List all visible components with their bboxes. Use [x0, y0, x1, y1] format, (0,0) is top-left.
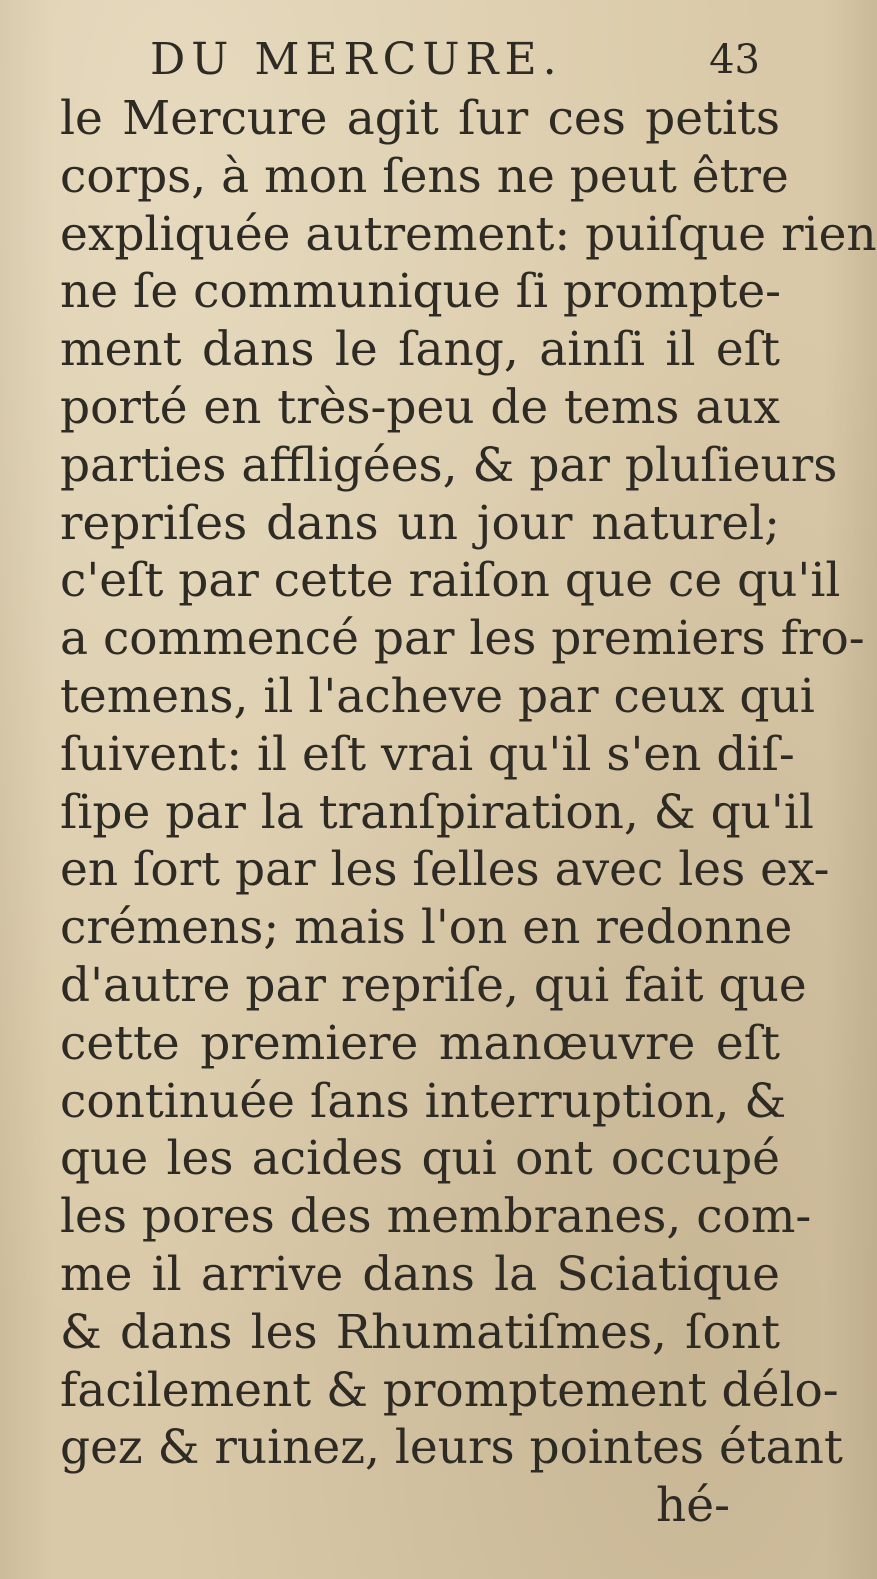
text-line: que les acides qui ont occupé — [60, 1131, 780, 1187]
text-line: temens, il l'acheve par ceux qui — [60, 668, 815, 724]
text-line: les pores des membranes, com- — [60, 1189, 812, 1245]
text-line: ſipe par la tranſpiration, & qu'il — [60, 784, 814, 840]
text-line: expliquée autrement: puiſque rien — [60, 206, 877, 262]
running-head — [0, 30, 800, 90]
text-line: ment dans le ſang, ainſi il eſt — [60, 322, 780, 378]
text-line: parties affligées, & par pluſieurs — [60, 437, 838, 493]
text-line: continuée ſans interruption, & — [60, 1073, 787, 1129]
text-line: en ſort par les ſelles avec les ex- — [60, 842, 830, 898]
text-line: c'eſt par cette raiſon que ce qu'il — [60, 553, 841, 609]
text-line: crémens; mais l'on en redonne — [60, 900, 793, 956]
text-line: repriſes dans un jour naturel; — [60, 495, 780, 551]
catchword: hé- — [656, 1478, 730, 1534]
text-line: gez & ruinez, leurs pointes étant — [60, 1420, 843, 1476]
body-text — [60, 90, 877, 1535]
text-line: corps, à mon ſens ne peut être — [60, 148, 789, 204]
text-line: & dans les Rhumatiſmes, ſont — [60, 1304, 780, 1360]
text-line: ne ſe communique ſi prompte- — [60, 264, 782, 320]
text-line: a commencé par les premiers fro- — [60, 611, 865, 667]
text-line: le Mercure agit ſur ces petits — [60, 91, 780, 146]
page-number: 43 — [709, 37, 760, 83]
text-line: cette premiere manœuvre eſt — [60, 1015, 780, 1071]
running-title: DU MERCURE. — [150, 34, 563, 85]
text-line: porté en très-peu de tems aux — [60, 379, 780, 435]
text-line: facilement & promptement délo- — [60, 1362, 839, 1418]
text-line: me il arrive dans la Sciatique — [60, 1246, 780, 1302]
text-line: d'autre par repriſe, qui fait que — [60, 957, 807, 1013]
text-line: ſuivent: il eſt vrai qu'il s'en diſ- — [60, 726, 795, 782]
